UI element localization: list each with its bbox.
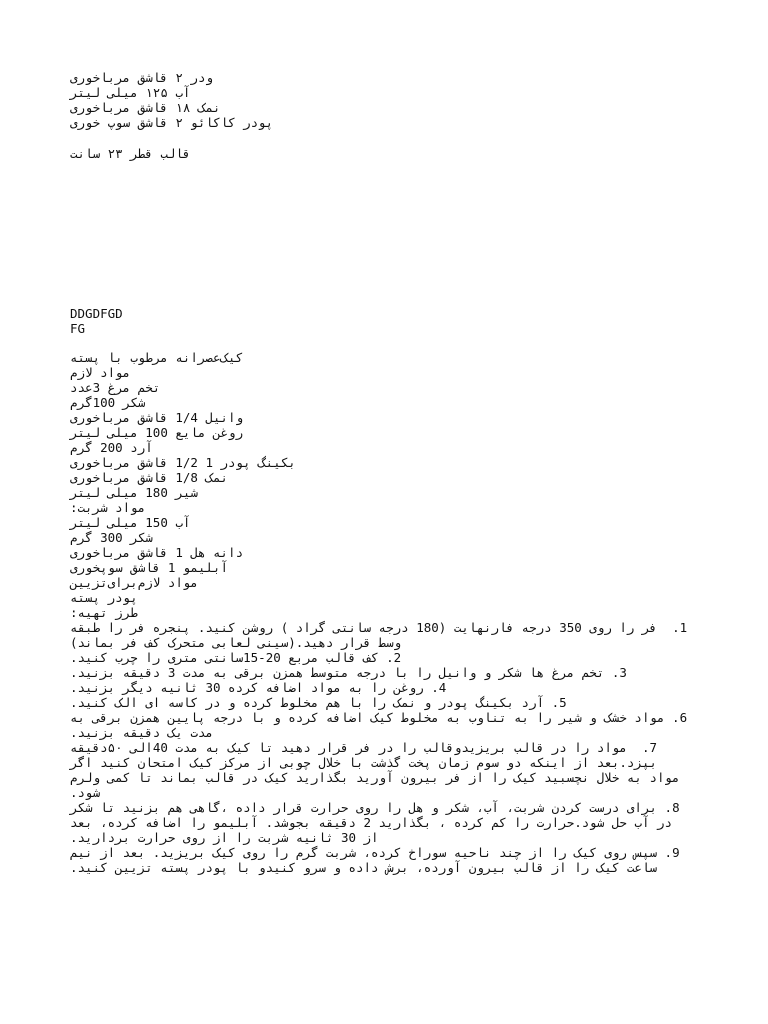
step-line: 1. فر را روی 350 درجه فارنهایت (180 درجه سانتی گراد ) روشن کنید. پنجره فر را طبقه <box>70 620 688 635</box>
syrup-item: آب 150 میلی لیتر <box>70 515 191 530</box>
step-9 <box>70 845 694 875</box>
ingredients-heading: مواد لازم <box>70 365 131 380</box>
ingredient-item: شکر 100گرم <box>70 395 146 410</box>
step-line: در آب حل شود.حرارت را کم کرده ، بگذارید 2 دقیقه بجوشد. آبلیمو را اضافه کرده، بعد <box>70 815 673 830</box>
step-4 <box>70 680 694 695</box>
ingredient-line: نمک ۱۸ قاشق مرباخوری <box>70 100 221 115</box>
step-line: مدت یک دقیقه بزنید. <box>70 725 213 740</box>
step-line: از 30 ثانیه شربت را از روی حرارت بردارید. <box>70 830 379 845</box>
syrup-item: آبلیمو 1 قاشق سوپخوری <box>70 560 229 575</box>
mold-size-note: قالب قطر ۲۳ سانت <box>70 146 191 161</box>
step-line: 5. آرد بکینگ پودر و نمک را با هم مخلوط کرده و در کاسه ای الک کنید. <box>70 695 567 710</box>
step-8 <box>70 800 694 845</box>
decoration-item: پودر پسته <box>70 590 138 605</box>
code-line: FG <box>70 321 86 336</box>
step-line: 6. مواد خشک و شیر را به تناوب به مخلوط کیک اضافه کرده و با درجه پایین همزن برقی به <box>70 710 688 725</box>
ingredient-item: تخم مرغ 3عدد <box>70 380 161 395</box>
ingredient-line: پودر کاکائو ۲ قاشق سوپ خوری <box>70 115 274 130</box>
step-line: وسط قرار دهید.(سینی لعابی متحرک کف فر بماند) <box>70 635 402 650</box>
method-heading: طرز تهیه: <box>70 605 138 620</box>
step-line: بپزد.بعد از اینکه دو سوم زمان پخت گذشت با خلال چوبی از مرکز کیک امتحان کنید اگر <box>70 755 657 770</box>
step-line: 4. روغن را به مواد اضافه کرده 30 ثانیه دیگر بزنید. <box>70 680 447 695</box>
step-5 <box>70 695 694 710</box>
step-2 <box>70 650 694 665</box>
step-3 <box>70 665 694 680</box>
step-line: 9. سپس روی کیک را از چند ناحیه سوراخ کرده، شربت گرم را روی کیک بریزید. بعد از نیم <box>70 845 680 860</box>
code-line: DDGDFGD <box>70 306 123 321</box>
syrup-item: دانه هل 1 قاشق مرباخوری <box>70 545 244 560</box>
step-1 <box>70 620 694 650</box>
step-line: 7. مواد را در قالب بریزیدوقالب را در فر قرار دهید تا کیک به مدت 40الی ۵۰دقیقه <box>70 740 658 755</box>
ingredient-item: وانیل 1/4 قاشق مرباخوری <box>70 410 244 425</box>
syrup-heading: مواد شربت: <box>70 500 146 515</box>
ingredient-line: ودر ۲ قاشق مرباخوری <box>70 70 213 85</box>
step-line: 3. تخم مرغ ها شکر و وانیل را با درجه متوسط همزن برقی به مدت 3 دقیقه بزنید. <box>70 665 627 680</box>
step-line: ساعت کیک را از قالب بیرون آورده، برش داده و سرو کنیدو با پودر پسته تزیین کنید. <box>70 860 657 875</box>
syrup-item: شکر 300 گرم <box>70 530 153 545</box>
step-line: شود. <box>70 785 101 800</box>
ingredient-item: بکینگ پودر 1 1/2 قاشق مرباخوری <box>70 455 296 470</box>
decoration-heading: مواد لازم‌برای‌تزیین <box>70 575 198 590</box>
ingredient-item: روغن مایع 100 میلی لیتر <box>70 425 244 440</box>
step-6 <box>70 710 694 740</box>
ingredient-line: آب ۱۲۵ میلی لیتر <box>70 85 191 100</box>
ingredient-item: نمک 1/8 قاشق مرباخوری <box>70 470 229 485</box>
ingredient-item: شیر 180 میلی لیتر <box>70 485 198 500</box>
step-line: 2. کف قالب مربع 20-15سانتی متری را چرب کنید. <box>70 650 402 665</box>
step-line: 8. برای درست کردن شربت، آب، شکر و هل را روی حرارت قرار داده ،گاهی هم بزنید تا شکر <box>70 800 680 815</box>
step-line: مواد به خلال نچسبید کیک را از فر بیرون آورید بگذارید کیک در قالب بماند تا کمی ولرم <box>70 770 680 785</box>
step-7 <box>70 740 694 800</box>
recipe-title: کیک‌عصرانه مرطوب با پسته <box>70 350 244 365</box>
ingredient-item: آرد 200 گرم <box>70 440 153 455</box>
